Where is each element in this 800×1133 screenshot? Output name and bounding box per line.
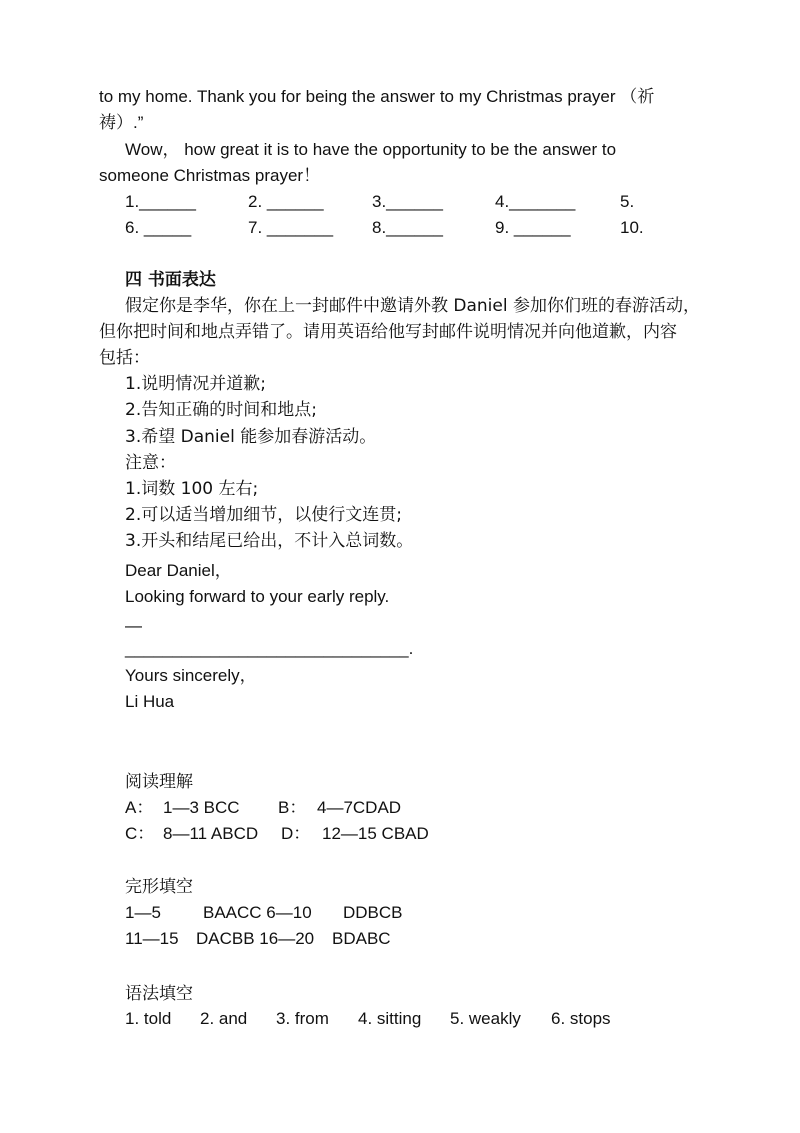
grammar-answer-3: 3. from bbox=[276, 1009, 329, 1028]
reading-label-d: D： bbox=[281, 824, 311, 843]
blank-9: 9. ______ bbox=[495, 218, 571, 237]
reading-label-b: B： bbox=[278, 798, 307, 817]
reading-answer-d: 12—15 CBAD bbox=[322, 824, 429, 843]
cloze-answer-1: BAACC 6—10 bbox=[203, 903, 312, 922]
reading-label-c: C： bbox=[125, 824, 155, 843]
writing-notes-title: 注意： bbox=[125, 453, 176, 473]
grammar-answer-2: 2. and bbox=[200, 1009, 248, 1028]
cloze-range-1: 1—5 bbox=[125, 903, 161, 922]
grammar-answers-row bbox=[125, 1008, 725, 1030]
writing-note-1: 1.词数 100 左右; bbox=[125, 479, 259, 499]
grammar-answer-1: 1. told bbox=[125, 1009, 172, 1028]
blank-6: 6. _____ bbox=[125, 218, 192, 237]
grammar-answer-5: 5. weakly bbox=[450, 1009, 521, 1028]
writing-note-2: 2.可以适当增加细节，以使行文连贯; bbox=[125, 505, 402, 525]
grammar-answer-6: 6. stops bbox=[551, 1009, 611, 1028]
letter-dash: — bbox=[125, 616, 142, 635]
cloze-answer-4: BDABC bbox=[332, 929, 391, 948]
reading-answer-b: 4—7CDAD bbox=[317, 798, 402, 817]
reading-answer-a: 1—3 BCC bbox=[163, 798, 240, 817]
letter-closing-line: Looking forward to your early reply. bbox=[125, 587, 390, 606]
blank-5: 5. bbox=[620, 192, 635, 211]
writing-note-3: 3.开头和结尾已给出，不计入总词数。 bbox=[125, 531, 414, 551]
story-line-3: Wow， how great it is to have the opportunity to be the answer to bbox=[125, 140, 617, 159]
blank-2: 2. ______ bbox=[248, 192, 324, 211]
cloze-answers-row-1 bbox=[125, 902, 725, 924]
letter-signature: Li Hua bbox=[125, 692, 175, 711]
blank-row-1 bbox=[125, 191, 685, 213]
reading-answers-row-2 bbox=[125, 823, 725, 845]
blank-7: 7. _______ bbox=[248, 218, 334, 237]
section-heading-writing: 四 书面表达 bbox=[125, 270, 216, 290]
letter-salutation: Dear Daniel， bbox=[125, 561, 232, 580]
cloze-answers-title: 完形填空 bbox=[125, 877, 193, 897]
grammar-answers-title: 语法填空 bbox=[125, 984, 193, 1004]
reading-answers-title: 阅读理解 bbox=[125, 772, 193, 792]
blank-10: 10. bbox=[620, 218, 644, 237]
cloze-answers-row-2 bbox=[125, 928, 725, 950]
cloze-answer-2: DDBCB bbox=[343, 903, 403, 922]
story-line-1: to my home. Thank you for being the answer to my Christmas prayer （祈 bbox=[99, 87, 655, 106]
blank-row-2 bbox=[125, 217, 685, 239]
letter-underline: ______________________________. bbox=[125, 639, 414, 658]
writing-prompt-line-2: 但你把时间和地点弄错了。请用英语给他写封邮件说明情况并向他道歉，内容 bbox=[99, 322, 677, 342]
reading-answer-c: 8—11 ABCD bbox=[163, 824, 259, 843]
writing-prompt-line-3: 包括： bbox=[99, 348, 150, 368]
writing-point-2: 2.告知正确的时间和地点; bbox=[125, 400, 317, 420]
blank-8: 8.______ bbox=[372, 218, 443, 237]
blank-1: 1.______ bbox=[125, 192, 196, 211]
letter-signoff: Yours sincerely， bbox=[125, 666, 257, 685]
story-line-4: someone Christmas prayer！ bbox=[99, 166, 321, 185]
writing-point-1: 1.说明情况并道歉; bbox=[125, 374, 266, 394]
reading-answers-row-1 bbox=[125, 797, 725, 819]
cloze-range-3: 11—15 bbox=[125, 929, 179, 948]
blank-3: 3.______ bbox=[372, 192, 443, 211]
story-line-2: 祷）.” bbox=[99, 113, 144, 132]
blank-4: 4._______ bbox=[495, 192, 576, 211]
writing-point-3: 3.希望 Daniel 能参加春游活动。 bbox=[125, 427, 377, 447]
cloze-answer-3: DACBB 16—20 bbox=[196, 929, 315, 948]
grammar-answer-4: 4. sitting bbox=[358, 1009, 422, 1028]
reading-label-a: A： bbox=[125, 798, 154, 817]
writing-prompt-line-1: 假定你是李华，你在上一封邮件中邀请外教 Daniel 参加你们班的春游活动， bbox=[125, 296, 700, 316]
